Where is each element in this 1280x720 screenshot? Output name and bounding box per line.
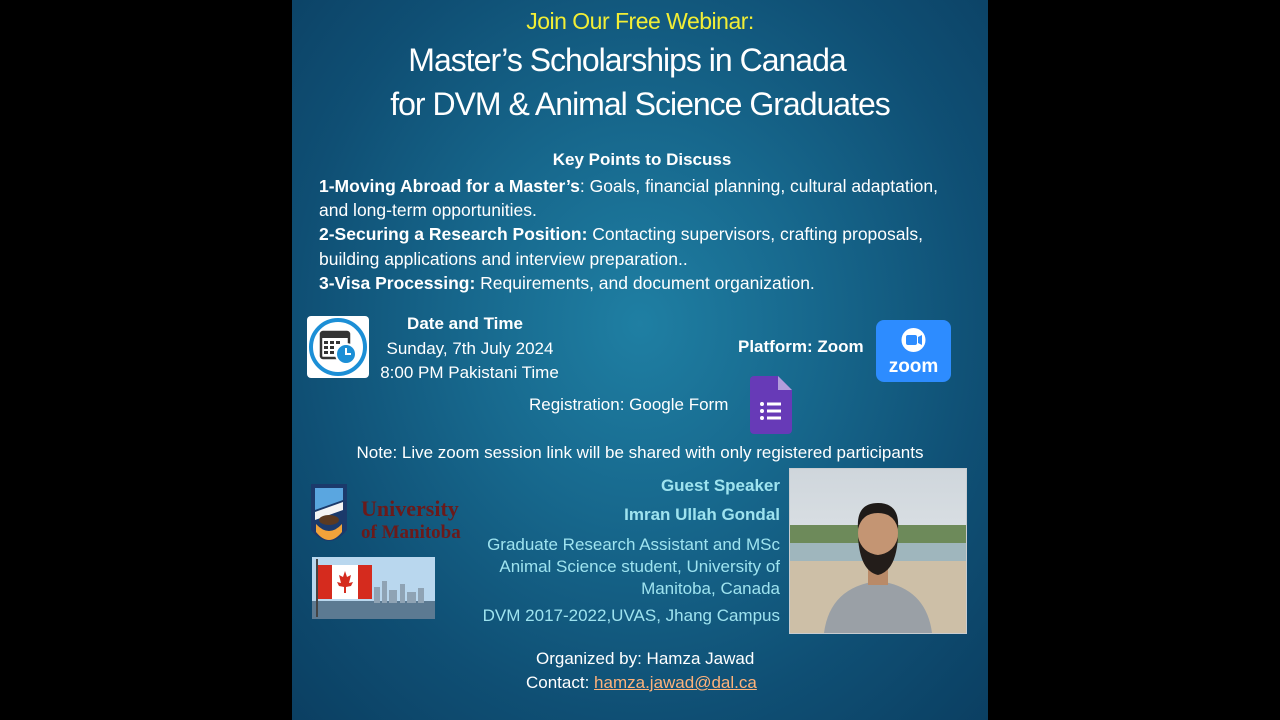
contact-line	[526, 673, 757, 693]
speaker-dvm: DVM 2017-2022,UVAS, Jhang Campus	[482, 606, 780, 625]
registration-note: Note: Live zoom session link will be shared with only registered participants	[356, 443, 924, 462]
svg-text:University: University	[361, 496, 459, 521]
registration-label: Registration: Google Form	[529, 395, 729, 414]
key-point-1-label: 1-Moving Abroad for a Master’s	[319, 176, 580, 196]
key-points-list	[319, 174, 969, 295]
event-time: 8:00 PM Pakistani Time	[380, 363, 559, 382]
webinar-poster	[292, 0, 988, 720]
platform-label: Platform: Zoom	[738, 337, 864, 356]
title-line-1: Master’s Scholarships in Canada	[408, 42, 846, 78]
speaker-name: Imran Ullah Gondal	[624, 505, 780, 524]
calendar-clock-icon	[307, 316, 369, 378]
guest-speaker-label: Guest Speaker	[660, 476, 780, 495]
contact-email-link[interactable]: hamza.jawad@dal.ca	[594, 673, 757, 692]
key-point-2-label: 2-Securing a Research Position:	[319, 224, 588, 245]
organizer-text: Organized by: Hamza Jawad	[536, 649, 755, 668]
key-point-1	[319, 174, 969, 222]
zoom-logo-icon	[876, 320, 951, 382]
google-forms-icon	[750, 376, 792, 434]
svg-text:of Manitoba: of Manitoba	[361, 522, 461, 543]
university-of-manitoba-logo	[307, 480, 472, 558]
speaker-description: Graduate Research Assistant and MSc Animal Science student, University of Manitoba, Canada	[487, 535, 780, 598]
key-point-3	[319, 271, 969, 295]
key-point-3-text: Requirements, and document organization.	[475, 272, 815, 293]
speaker-photo	[789, 468, 967, 634]
date-time-heading: Date and Time	[407, 314, 523, 333]
svg-text:zoom: zoom	[888, 356, 939, 377]
key-point-1-text: : Goals, financial planning, cultural adaptation, and long-term opportunities.	[319, 176, 938, 221]
key-point-2-text: Contacting supervisors, crafting proposals, building applications and interview preparation..	[319, 224, 923, 269]
headline: Join Our Free Webinar:	[526, 8, 754, 34]
key-point-3-label: 3-Visa Processing:	[319, 272, 476, 293]
canada-flag-photo	[312, 557, 435, 619]
key-points-heading: Key Points to Discuss	[552, 150, 732, 169]
event-date: Sunday, 7th July 2024	[386, 339, 554, 358]
key-point-2	[319, 222, 969, 270]
contact-label: Contact:	[526, 673, 595, 692]
title-line-2: for DVM & Animal Science Graduates	[390, 86, 890, 122]
